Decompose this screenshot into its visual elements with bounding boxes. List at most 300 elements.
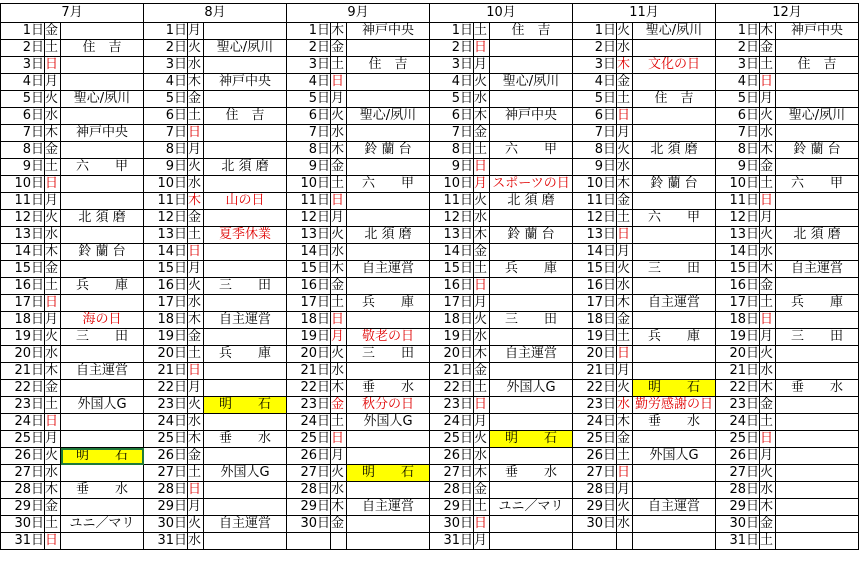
weekday-cell[interactable]: 土 — [45, 278, 61, 295]
day-number-cell[interactable]: 5日 — [287, 91, 331, 108]
weekday-cell[interactable]: 金 — [45, 499, 61, 516]
weekday-cell[interactable]: 木 — [45, 125, 61, 142]
day-number-cell[interactable]: 25日 — [573, 431, 617, 448]
event-cell[interactable] — [490, 244, 573, 261]
day-number-cell[interactable]: 16日 — [1, 278, 45, 295]
day-number-cell[interactable]: 13日 — [1, 227, 45, 244]
day-number-cell[interactable]: 5日 — [716, 91, 760, 108]
day-number-cell[interactable]: 26日 — [287, 448, 331, 465]
day-number-cell[interactable] — [573, 533, 617, 550]
event-cell[interactable] — [61, 227, 144, 244]
month-header[interactable]: 8月 — [144, 4, 287, 23]
weekday-cell[interactable]: 水 — [331, 244, 347, 261]
event-cell[interactable]: 明 石 — [204, 397, 287, 414]
weekday-cell[interactable]: 水 — [474, 210, 490, 227]
weekday-cell[interactable]: 日 — [617, 227, 633, 244]
weekday-cell[interactable]: 木 — [45, 482, 61, 499]
weekday-cell[interactable]: 土 — [331, 295, 347, 312]
weekday-cell[interactable]: 月 — [45, 431, 61, 448]
weekday-cell[interactable]: 木 — [760, 142, 776, 159]
weekday-cell[interactable]: 日 — [474, 397, 490, 414]
event-cell[interactable] — [204, 329, 287, 346]
day-number-cell[interactable]: 21日 — [716, 363, 760, 380]
day-number-cell[interactable]: 30日 — [716, 516, 760, 533]
day-number-cell[interactable]: 12日 — [430, 210, 474, 227]
event-cell[interactable]: 自主運営 — [633, 295, 716, 312]
weekday-cell[interactable]: 木 — [474, 108, 490, 125]
weekday-cell[interactable]: 日 — [617, 108, 633, 125]
weekday-cell[interactable]: 金 — [331, 397, 347, 414]
weekday-cell[interactable]: 水 — [474, 448, 490, 465]
event-cell[interactable]: ユニ／マリ — [61, 516, 144, 533]
event-cell[interactable]: 鈴 蘭 台 — [633, 176, 716, 193]
event-cell[interactable] — [633, 74, 716, 91]
weekday-cell[interactable]: 金 — [760, 516, 776, 533]
weekday-cell[interactable]: 水 — [45, 465, 61, 482]
weekday-cell[interactable]: 金 — [617, 312, 633, 329]
day-number-cell[interactable]: 18日 — [1, 312, 45, 329]
weekday-cell[interactable]: 月 — [331, 91, 347, 108]
weekday-cell[interactable]: 木 — [331, 23, 347, 40]
event-cell[interactable]: 海の日 — [61, 312, 144, 329]
weekday-cell[interactable]: 木 — [474, 346, 490, 363]
day-number-cell[interactable]: 29日 — [144, 499, 188, 516]
day-number-cell[interactable]: 24日 — [716, 414, 760, 431]
month-header[interactable]: 12月 — [716, 4, 859, 23]
event-cell[interactable]: 外国人G — [633, 448, 716, 465]
weekday-cell[interactable]: 火 — [188, 40, 204, 57]
event-cell[interactable] — [776, 40, 859, 57]
day-number-cell[interactable]: 1日 — [144, 23, 188, 40]
month-header[interactable]: 10月 — [430, 4, 573, 23]
day-number-cell[interactable]: 12日 — [716, 210, 760, 227]
month-header[interactable]: 7月 — [1, 4, 144, 23]
day-number-cell[interactable]: 8日 — [1, 142, 45, 159]
event-cell[interactable] — [61, 261, 144, 278]
weekday-cell[interactable]: 木 — [474, 465, 490, 482]
weekday-cell[interactable]: 火 — [45, 329, 61, 346]
event-cell[interactable]: 夏季休業 — [204, 227, 287, 244]
event-cell[interactable] — [490, 159, 573, 176]
day-number-cell[interactable]: 23日 — [144, 397, 188, 414]
event-cell[interactable] — [490, 295, 573, 312]
day-number-cell[interactable]: 22日 — [1, 380, 45, 397]
weekday-cell[interactable]: 水 — [617, 397, 633, 414]
weekday-cell[interactable]: 水 — [617, 278, 633, 295]
day-number-cell[interactable]: 10日 — [573, 176, 617, 193]
event-cell[interactable] — [347, 125, 430, 142]
weekday-cell[interactable] — [331, 533, 347, 550]
weekday-cell[interactable]: 日 — [45, 414, 61, 431]
day-number-cell[interactable]: 5日 — [144, 91, 188, 108]
day-number-cell[interactable]: 29日 — [716, 499, 760, 516]
weekday-cell[interactable]: 水 — [45, 108, 61, 125]
day-number-cell[interactable]: 20日 — [716, 346, 760, 363]
event-cell[interactable] — [204, 482, 287, 499]
weekday-cell[interactable]: 水 — [474, 91, 490, 108]
weekday-cell[interactable]: 月 — [188, 23, 204, 40]
weekday-cell[interactable]: 土 — [45, 397, 61, 414]
weekday-cell[interactable]: 水 — [760, 125, 776, 142]
event-cell[interactable]: 聖心/夙川 — [490, 74, 573, 91]
event-cell[interactable]: 自主運営 — [347, 261, 430, 278]
day-number-cell[interactable]: 19日 — [430, 329, 474, 346]
event-cell[interactable]: 住 吉 — [61, 40, 144, 57]
weekday-cell[interactable]: 火 — [331, 108, 347, 125]
weekday-cell[interactable] — [617, 533, 633, 550]
weekday-cell[interactable]: 木 — [331, 261, 347, 278]
event-cell[interactable]: 明 石 — [347, 465, 430, 482]
event-cell[interactable] — [490, 414, 573, 431]
day-number-cell[interactable]: 18日 — [144, 312, 188, 329]
month-header[interactable]: 9月 — [287, 4, 430, 23]
day-number-cell[interactable]: 22日 — [287, 380, 331, 397]
weekday-cell[interactable]: 月 — [474, 414, 490, 431]
weekday-cell[interactable]: 火 — [760, 465, 776, 482]
day-number-cell[interactable]: 9日 — [430, 159, 474, 176]
weekday-cell[interactable]: 土 — [474, 261, 490, 278]
event-cell[interactable]: 鈴 蘭 台 — [490, 227, 573, 244]
day-number-cell[interactable]: 10日 — [716, 176, 760, 193]
weekday-cell[interactable]: 金 — [188, 91, 204, 108]
weekday-cell[interactable]: 木 — [760, 499, 776, 516]
day-number-cell[interactable]: 18日 — [430, 312, 474, 329]
weekday-cell[interactable]: 土 — [760, 414, 776, 431]
weekday-cell[interactable]: 日 — [188, 244, 204, 261]
day-number-cell[interactable]: 13日 — [573, 227, 617, 244]
weekday-cell[interactable]: 水 — [188, 295, 204, 312]
day-number-cell[interactable]: 1日 — [1, 23, 45, 40]
event-cell[interactable]: 垂 水 — [490, 465, 573, 482]
event-cell[interactable]: 外国人G — [490, 380, 573, 397]
day-number-cell[interactable]: 30日 — [1, 516, 45, 533]
event-cell[interactable]: 自主運営 — [776, 261, 859, 278]
day-number-cell[interactable]: 3日 — [716, 57, 760, 74]
day-number-cell[interactable]: 18日 — [573, 312, 617, 329]
day-number-cell[interactable]: 6日 — [573, 108, 617, 125]
weekday-cell[interactable]: 水 — [45, 346, 61, 363]
event-cell[interactable] — [347, 159, 430, 176]
day-number-cell[interactable]: 24日 — [573, 414, 617, 431]
event-cell[interactable] — [776, 448, 859, 465]
day-number-cell[interactable]: 9日 — [287, 159, 331, 176]
event-cell[interactable] — [490, 533, 573, 550]
weekday-cell[interactable]: 火 — [617, 142, 633, 159]
event-cell[interactable]: 三 田 — [490, 312, 573, 329]
event-cell[interactable] — [61, 108, 144, 125]
event-cell[interactable]: 自主運営 — [204, 312, 287, 329]
day-number-cell[interactable]: 21日 — [287, 363, 331, 380]
event-cell[interactable] — [776, 499, 859, 516]
weekday-cell[interactable]: 水 — [760, 363, 776, 380]
event-cell[interactable] — [776, 533, 859, 550]
day-number-cell[interactable]: 1日 — [716, 23, 760, 40]
weekday-cell[interactable]: 木 — [331, 142, 347, 159]
day-number-cell[interactable]: 27日 — [573, 465, 617, 482]
day-number-cell[interactable]: 10日 — [144, 176, 188, 193]
day-number-cell[interactable]: 19日 — [573, 329, 617, 346]
weekday-cell[interactable]: 月 — [474, 533, 490, 550]
weekday-cell[interactable]: 木 — [760, 23, 776, 40]
event-cell[interactable]: 六 甲 — [490, 142, 573, 159]
weekday-cell[interactable]: 月 — [474, 295, 490, 312]
weekday-cell[interactable]: 火 — [760, 346, 776, 363]
event-cell[interactable] — [204, 499, 287, 516]
event-cell[interactable] — [490, 40, 573, 57]
day-number-cell[interactable]: 2日 — [573, 40, 617, 57]
weekday-cell[interactable]: 金 — [760, 40, 776, 57]
event-cell[interactable] — [61, 176, 144, 193]
day-number-cell[interactable]: 29日 — [430, 499, 474, 516]
weekday-cell[interactable]: 日 — [474, 40, 490, 57]
weekday-cell[interactable]: 土 — [45, 40, 61, 57]
event-cell[interactable] — [776, 244, 859, 261]
weekday-cell[interactable]: 金 — [331, 278, 347, 295]
day-number-cell[interactable]: 24日 — [287, 414, 331, 431]
day-number-cell[interactable]: 9日 — [144, 159, 188, 176]
day-number-cell[interactable]: 27日 — [430, 465, 474, 482]
weekday-cell[interactable]: 土 — [188, 108, 204, 125]
weekday-cell[interactable]: 日 — [45, 57, 61, 74]
event-cell[interactable] — [490, 278, 573, 295]
weekday-cell[interactable]: 日 — [188, 125, 204, 142]
weekday-cell[interactable]: 土 — [617, 91, 633, 108]
event-cell[interactable] — [204, 210, 287, 227]
event-cell[interactable] — [633, 159, 716, 176]
day-number-cell[interactable]: 7日 — [573, 125, 617, 142]
weekday-cell[interactable]: 月 — [617, 482, 633, 499]
event-cell[interactable] — [347, 278, 430, 295]
weekday-cell[interactable]: 火 — [45, 448, 61, 465]
day-number-cell[interactable]: 27日 — [716, 465, 760, 482]
weekday-cell[interactable]: 金 — [331, 159, 347, 176]
event-cell[interactable] — [490, 57, 573, 74]
day-number-cell[interactable]: 27日 — [144, 465, 188, 482]
weekday-cell[interactable]: 火 — [760, 108, 776, 125]
event-cell[interactable] — [633, 227, 716, 244]
event-cell[interactable] — [61, 499, 144, 516]
day-number-cell[interactable]: 28日 — [430, 482, 474, 499]
event-cell[interactable]: 兵 庫 — [490, 261, 573, 278]
weekday-cell[interactable]: 水 — [760, 482, 776, 499]
event-cell[interactable] — [204, 533, 287, 550]
weekday-cell[interactable]: 金 — [474, 125, 490, 142]
day-number-cell[interactable]: 7日 — [1, 125, 45, 142]
day-number-cell[interactable]: 11日 — [430, 193, 474, 210]
weekday-cell[interactable]: 木 — [188, 431, 204, 448]
day-number-cell[interactable]: 17日 — [430, 295, 474, 312]
event-cell[interactable]: 聖心/夙川 — [776, 108, 859, 125]
event-cell[interactable]: 六 甲 — [776, 176, 859, 193]
day-number-cell[interactable]: 22日 — [144, 380, 188, 397]
day-number-cell[interactable]: 14日 — [573, 244, 617, 261]
event-cell[interactable]: 鈴 蘭 台 — [347, 142, 430, 159]
day-number-cell[interactable]: 8日 — [287, 142, 331, 159]
weekday-cell[interactable]: 木 — [760, 261, 776, 278]
weekday-cell[interactable]: 月 — [760, 91, 776, 108]
event-cell[interactable]: 山の日 — [204, 193, 287, 210]
event-cell[interactable]: 自主運営 — [61, 363, 144, 380]
event-cell[interactable]: 勤労感謝の日 — [633, 397, 716, 414]
day-number-cell[interactable]: 28日 — [1, 482, 45, 499]
day-number-cell[interactable]: 4日 — [573, 74, 617, 91]
event-cell[interactable]: 住 吉 — [776, 57, 859, 74]
day-number-cell[interactable]: 14日 — [1, 244, 45, 261]
weekday-cell[interactable]: 金 — [474, 482, 490, 499]
weekday-cell[interactable]: 金 — [617, 431, 633, 448]
day-number-cell[interactable]: 28日 — [287, 482, 331, 499]
event-cell[interactable]: 鈴 蘭 台 — [776, 142, 859, 159]
weekday-cell[interactable]: 金 — [760, 278, 776, 295]
month-header[interactable]: 11月 — [573, 4, 716, 23]
weekday-cell[interactable]: 土 — [45, 516, 61, 533]
weekday-cell[interactable]: 月 — [331, 210, 347, 227]
day-number-cell[interactable]: 20日 — [1, 346, 45, 363]
weekday-cell[interactable]: 火 — [617, 261, 633, 278]
event-cell[interactable] — [61, 57, 144, 74]
weekday-cell[interactable]: 土 — [45, 159, 61, 176]
weekday-cell[interactable]: 土 — [331, 57, 347, 74]
day-number-cell[interactable]: 26日 — [716, 448, 760, 465]
weekday-cell[interactable]: 木 — [331, 499, 347, 516]
weekday-cell[interactable]: 金 — [760, 397, 776, 414]
day-number-cell[interactable]: 15日 — [716, 261, 760, 278]
day-number-cell[interactable]: 16日 — [287, 278, 331, 295]
event-cell[interactable] — [633, 516, 716, 533]
weekday-cell[interactable]: 日 — [331, 74, 347, 91]
weekday-cell[interactable]: 日 — [474, 516, 490, 533]
event-cell[interactable] — [776, 278, 859, 295]
event-cell[interactable] — [776, 516, 859, 533]
weekday-cell[interactable]: 木 — [760, 380, 776, 397]
event-cell[interactable] — [776, 414, 859, 431]
event-cell[interactable] — [61, 380, 144, 397]
event-cell[interactable] — [347, 40, 430, 57]
day-number-cell[interactable]: 15日 — [573, 261, 617, 278]
weekday-cell[interactable]: 金 — [45, 23, 61, 40]
weekday-cell[interactable]: 火 — [474, 431, 490, 448]
day-number-cell[interactable]: 29日 — [1, 499, 45, 516]
weekday-cell[interactable]: 火 — [617, 23, 633, 40]
event-cell[interactable]: 敬老の日 — [347, 329, 430, 346]
day-number-cell[interactable]: 11日 — [1, 193, 45, 210]
event-cell[interactable] — [347, 312, 430, 329]
event-cell[interactable]: 明 石 — [61, 448, 144, 465]
event-cell[interactable]: 住 吉 — [633, 91, 716, 108]
weekday-cell[interactable]: 水 — [617, 516, 633, 533]
weekday-cell[interactable]: 金 — [331, 40, 347, 57]
day-number-cell[interactable]: 21日 — [1, 363, 45, 380]
event-cell[interactable] — [776, 465, 859, 482]
event-cell[interactable] — [61, 431, 144, 448]
day-number-cell[interactable]: 11日 — [716, 193, 760, 210]
event-cell[interactable] — [61, 533, 144, 550]
weekday-cell[interactable]: 土 — [760, 176, 776, 193]
day-number-cell[interactable]: 22日 — [716, 380, 760, 397]
day-number-cell[interactable]: 26日 — [1, 448, 45, 465]
event-cell[interactable]: 北 須 磨 — [776, 227, 859, 244]
event-cell[interactable] — [204, 295, 287, 312]
event-cell[interactable] — [633, 533, 716, 550]
event-cell[interactable] — [776, 312, 859, 329]
day-number-cell[interactable]: 15日 — [430, 261, 474, 278]
weekday-cell[interactable]: 金 — [45, 261, 61, 278]
event-cell[interactable]: 外国人G — [61, 397, 144, 414]
event-cell[interactable] — [776, 346, 859, 363]
day-number-cell[interactable]: 31日 — [1, 533, 45, 550]
event-cell[interactable] — [347, 533, 430, 550]
day-number-cell[interactable]: 21日 — [430, 363, 474, 380]
day-number-cell[interactable]: 10日 — [1, 176, 45, 193]
weekday-cell[interactable]: 木 — [45, 244, 61, 261]
day-number-cell[interactable]: 25日 — [287, 431, 331, 448]
weekday-cell[interactable]: 水 — [45, 227, 61, 244]
weekday-cell[interactable]: 火 — [188, 278, 204, 295]
event-cell[interactable]: 北 須 磨 — [61, 210, 144, 227]
event-cell[interactable]: 兵 庫 — [347, 295, 430, 312]
event-cell[interactable]: 神戸中央 — [490, 108, 573, 125]
weekday-cell[interactable]: 月 — [188, 380, 204, 397]
weekday-cell[interactable]: 日 — [760, 74, 776, 91]
weekday-cell[interactable]: 日 — [760, 431, 776, 448]
day-number-cell[interactable]: 27日 — [1, 465, 45, 482]
event-cell[interactable]: 兵 庫 — [776, 295, 859, 312]
event-cell[interactable] — [347, 244, 430, 261]
event-cell[interactable]: 三 田 — [61, 329, 144, 346]
event-cell[interactable] — [776, 193, 859, 210]
event-cell[interactable]: 自主運営 — [347, 499, 430, 516]
day-number-cell[interactable]: 17日 — [287, 295, 331, 312]
weekday-cell[interactable]: 日 — [331, 193, 347, 210]
day-number-cell[interactable]: 3日 — [573, 57, 617, 74]
day-number-cell[interactable]: 3日 — [287, 57, 331, 74]
day-number-cell[interactable]: 31日 — [430, 533, 474, 550]
event-cell[interactable] — [347, 210, 430, 227]
day-number-cell[interactable]: 13日 — [287, 227, 331, 244]
day-number-cell[interactable]: 26日 — [573, 448, 617, 465]
event-cell[interactable]: 垂 水 — [347, 380, 430, 397]
event-cell[interactable]: スポーツの日 — [490, 176, 573, 193]
day-number-cell[interactable]: 28日 — [144, 482, 188, 499]
weekday-cell[interactable]: 火 — [331, 346, 347, 363]
day-number-cell[interactable]: 3日 — [430, 57, 474, 74]
day-number-cell[interactable]: 26日 — [144, 448, 188, 465]
event-cell[interactable] — [347, 74, 430, 91]
day-number-cell[interactable]: 28日 — [716, 482, 760, 499]
day-number-cell[interactable]: 14日 — [144, 244, 188, 261]
day-number-cell[interactable]: 11日 — [144, 193, 188, 210]
event-cell[interactable] — [61, 346, 144, 363]
weekday-cell[interactable]: 月 — [760, 448, 776, 465]
weekday-cell[interactable]: 土 — [617, 329, 633, 346]
day-number-cell[interactable]: 28日 — [573, 482, 617, 499]
day-number-cell[interactable]: 13日 — [430, 227, 474, 244]
weekday-cell[interactable]: 木 — [188, 74, 204, 91]
event-cell[interactable]: 三 田 — [633, 261, 716, 278]
weekday-cell[interactable]: 金 — [474, 363, 490, 380]
weekday-cell[interactable]: 水 — [474, 329, 490, 346]
day-number-cell[interactable]: 24日 — [430, 414, 474, 431]
weekday-cell[interactable]: 水 — [188, 176, 204, 193]
weekday-cell[interactable]: 月 — [474, 176, 490, 193]
event-cell[interactable] — [633, 312, 716, 329]
day-number-cell[interactable]: 18日 — [716, 312, 760, 329]
day-number-cell[interactable]: 8日 — [716, 142, 760, 159]
day-number-cell[interactable]: 1日 — [573, 23, 617, 40]
event-cell[interactable]: 北 須 磨 — [633, 142, 716, 159]
day-number-cell[interactable]: 23日 — [430, 397, 474, 414]
day-number-cell[interactable]: 12日 — [144, 210, 188, 227]
